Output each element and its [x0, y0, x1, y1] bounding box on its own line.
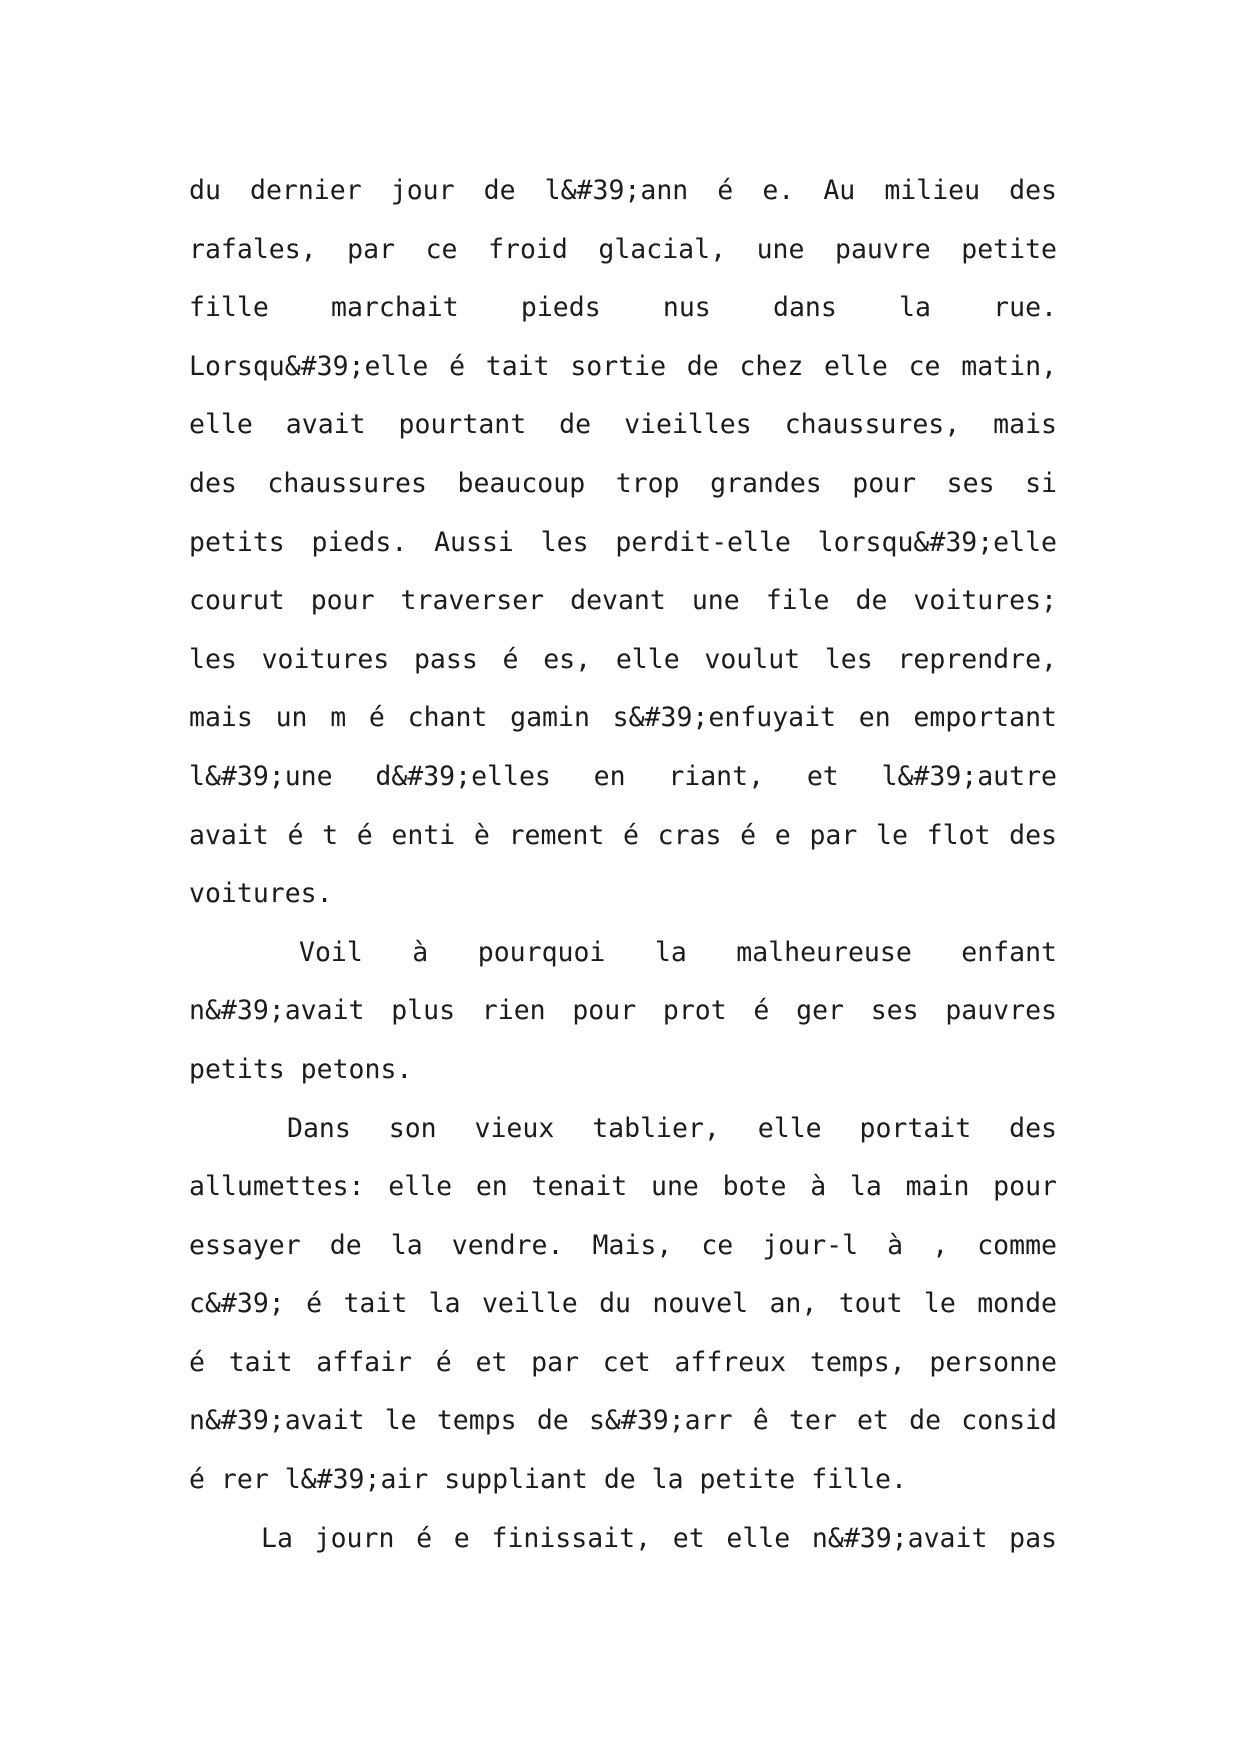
text-line: les voitures pass é es, elle voulut les reprendre,: [189, 643, 1057, 675]
text-line: essayer de la vendre. Mais, ce jour-l à , comme: [189, 1229, 1057, 1261]
text-line: petits pieds. Aussi les perdit-elle lorsqu&#39;elle: [189, 526, 1057, 558]
text-line: du dernier jour de l&#39;ann é e. Au milieu des: [189, 175, 1057, 206]
text-line: avait é t é enti è rement é cras é e par le flot des: [189, 819, 1057, 851]
text-line: La journ é e finissait, et elle n&#39;avait pas: [261, 1522, 1057, 1554]
text-line: Voil à pourquoi la malheureuse enfant: [299, 936, 1057, 968]
text-line: é rer l&#39;air suppliant de la petite fille.: [189, 1464, 907, 1496]
text-line: allumettes: elle en tenait une bote à la main pour: [189, 1171, 1057, 1203]
text-line: courut pour traverser devant une file de voitures;: [189, 585, 1057, 617]
text-line: é tait affair é et par cet affreux temps, personne: [189, 1346, 1057, 1378]
text-line: fille marchait pieds nus dans la rue.: [189, 292, 1057, 324]
text-line: c&#39; é tait la veille du nouvel an, tout le monde: [189, 1288, 1057, 1320]
text-line: petits petons.: [189, 1053, 413, 1085]
text-line: n&#39;avait le temps de s&#39;arr ê ter et de consid: [189, 1405, 1057, 1437]
text-line: n&#39;avait plus rien pour prot é ger ses pauvres: [189, 995, 1057, 1027]
text-line: des chaussures beaucoup trop grandes pour ses si: [189, 467, 1057, 499]
text-line: Lorsqu&#39;elle é tait sortie de chez elle ce matin,: [189, 350, 1057, 382]
text-line: voitures.: [189, 878, 333, 910]
text-line: elle avait pourtant de vieilles chaussures, mais: [189, 409, 1057, 441]
text-line: l&#39;une d&#39;elles en riant, et l&#39;autre: [189, 760, 1057, 792]
text-line: Dans son vieux tablier, elle portait des: [287, 1112, 1057, 1144]
text-line: mais un m é chant gamin s&#39;enfuyait en emportant: [189, 702, 1057, 734]
body-text: [189, 162, 1057, 1568]
text-line: rafales, par ce froid glacial, une pauvre petite: [189, 233, 1057, 265]
